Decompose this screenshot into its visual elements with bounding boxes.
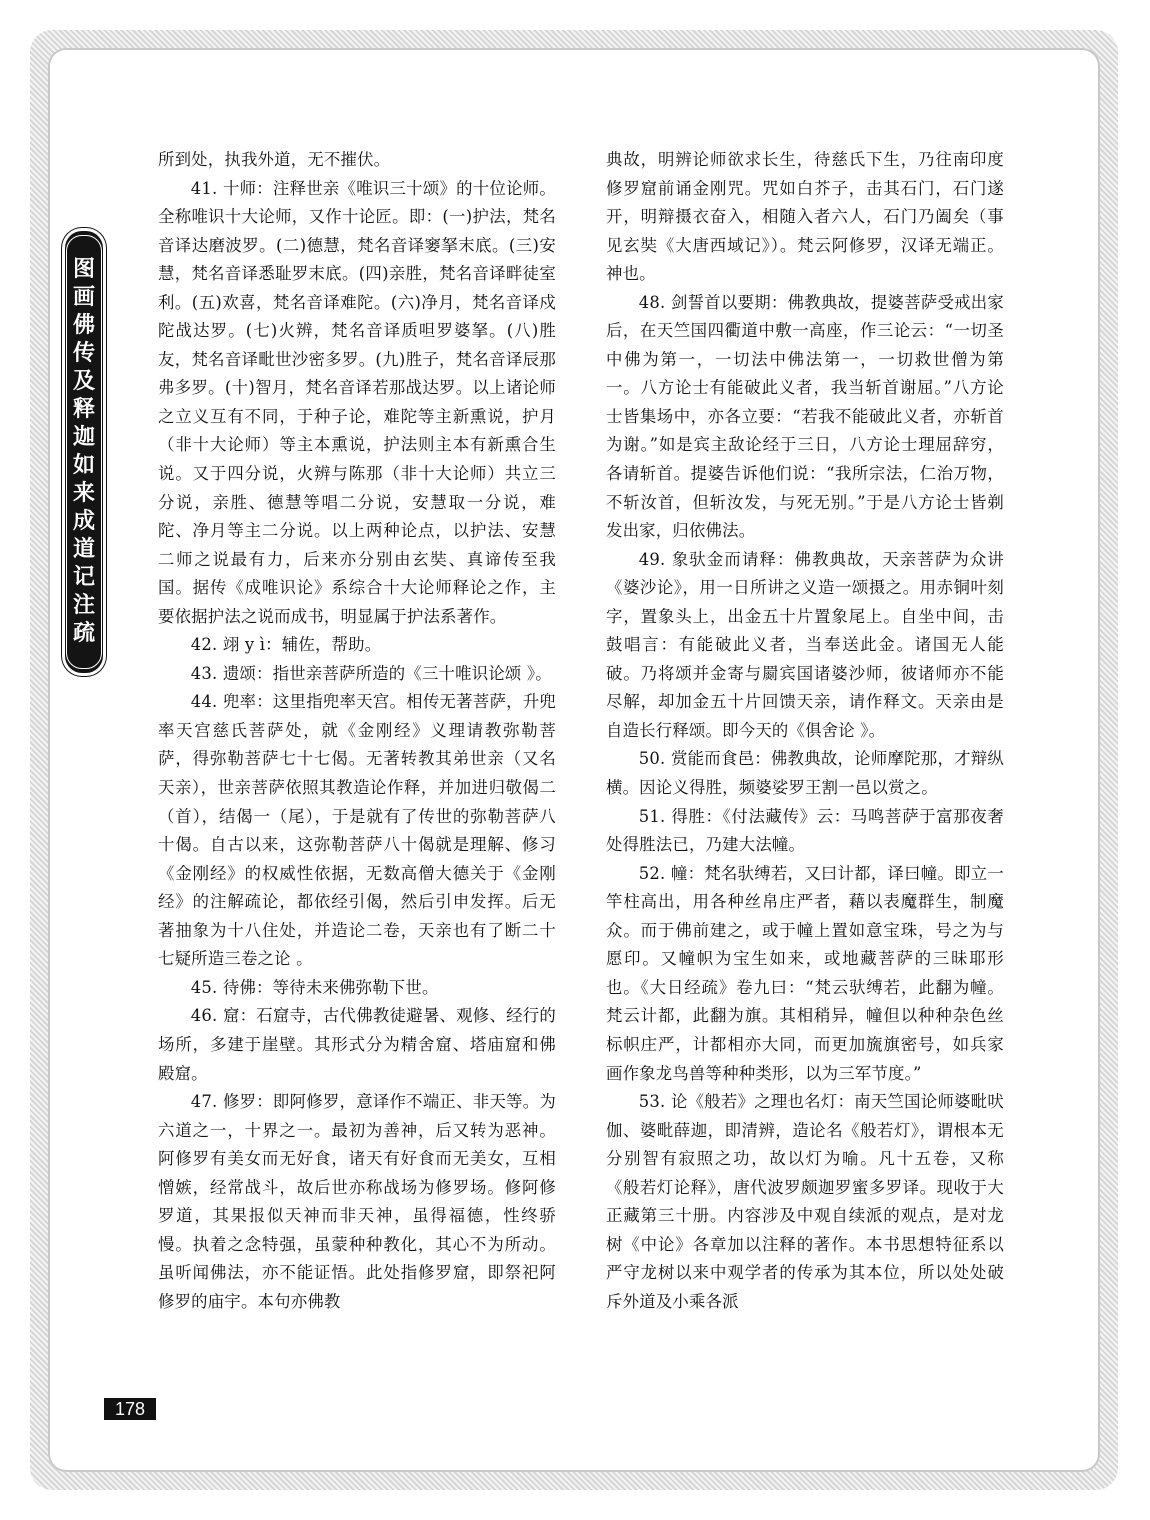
side-title-char: 佛 (72, 313, 95, 338)
side-title-char: 道 (72, 537, 95, 562)
side-title-char: 如 (72, 453, 95, 478)
side-title-char: 释 (72, 397, 95, 422)
paragraph: 48. 剑誓首以要期：佛教典故，提婆菩萨受戒出家后，在天竺国四衢道中敷一高座，作三论云：“一切圣中佛为第一，一切法中佛法第一，一切救世僧为第一。八方论士有能破此义者，我当斩首谢屈。”八方论士皆集场中，亦各立要：“若我不能破此义者，亦斩首为谢。”如是宾主敌论经于三日，八方论士理屈辞穷，各请斩首。提婆告诉他们说：“我所宗法，仁治万物，不斩汝首，但斩汝发，与死无别。”于是八方论士皆剃发出家，归依佛法。 (606, 292, 1004, 541)
paragraph: 49. 象驮金而请释：佛教典故，天亲菩萨为众讲《婆沙论》，用一日所讲之义造一颂摄之。用赤铜叶刻字，置象头上，出金五十片置象尾上。自坐中间，击鼓唱言：有能破此义者，当奉送此金。诸国无人能破。乃将颂并金寄与罽宾国诸婆沙师，彼诸师亦不能尽解，却加金五十片回馈天亲，请作释文。天亲由是自造长行释颂。即今天的《俱舍论 》。 (606, 549, 1004, 740)
paragraph: 50. 赏能而食邑：佛教典故，论师摩陀那，才辩纵横。因论义得胜，频婆娑罗王割一邑以赏之。 (606, 749, 1004, 798)
side-title-char: 注 (72, 593, 95, 618)
paragraph: 43. 遗颂：指世亲菩萨所造的《三十唯识论颂 》。 (190, 663, 552, 683)
side-title-char: 来 (72, 481, 95, 506)
paragraph: 典故，明辨论师欲求长生，待慈氏下生，乃往南印度修罗窟前诵金刚咒。咒如白芥子，击其石门，石门遂开，明辩摄衣奋入，相随入者六人，石门乃阖矣（事见玄奘《大唐西域记》）。梵云阿修罗，汉译无端正。神也。 (606, 150, 1004, 284)
side-title-char: 画 (72, 285, 95, 310)
paragraph: 45. 待佛：等待未来佛弥勒下世。 (190, 977, 439, 997)
side-title-char: 及 (72, 369, 95, 394)
paragraph: 41. 十师：注释世亲《唯识三十颂》的十位论师。全称唯识十大论师，又作十论匠。即：(一)护法，梵名音译达磨波罗。(二)德慧，梵名音译窭拏末底。(三)安慧，梵名音译悉耻罗末底。(四)亲胜，梵名音译畔徒室利。(五)欢喜，梵名音译难陀。(六)净月，梵名音译戍陀战达罗。(七)火辨，梵名音译质呾罗婆拏。(八)胜友，梵名音译毗世沙密多罗。(九)胜子，梵名音译辰那弗多罗。(十)智月，梵名音译若那战达罗。以上诸论师之立义互有不同，于种子论，难陀等主新熏说，护月（非十大论师）等主本熏说，护法则主本有新熏合生说。又于四分说，火辨与陈那（非十大论师）共立三分说，亲胜、德慧等唱二分说，安慧取一分说，难陀、净月等主二分说。以上两种论点，以护法、安慧二师之说最有力，后来亦分别由玄奘、真谛传至我国。据传《成唯识论》系综合十大论师释论之作，主要依据护法之说而成书，明显属于护法系著作。 (158, 178, 556, 626)
paragraph: 52. 幢：梵名驮缚若，又曰计都，译曰幢。即立一竿柱高出，用各种丝帛庄严者，藉以表魔群生，制魔众。而于佛前建之，或于幢上置如意宝珠，号之为与愿印。又幢帜为宝生如来，或地藏菩萨的三昧耶形也。《大日经疏》卷九曰：“梵云驮缚若，此翻为幢。梵云计都，此翻为旗。其相稍异，幢但以种种杂色丝标帜庄严，计都相亦大同，而更加旒旗密号，如兵家画作象龙鸟兽等种种类形，以为三军节度。” (606, 863, 1004, 1083)
paragraph: 42. 翊 y ì：辅佐，帮助。 (190, 635, 382, 655)
side-title-char: 疏 (72, 621, 95, 646)
paragraph: 46. 窟：石窟寺，古代佛教徒避暑、观修、经行的场所，多建于崖壁。其形式分为精舍窟、塔庙窟和佛殿窟。 (158, 1006, 556, 1083)
left-column (158, 146, 556, 1316)
paragraph: 47. 修罗：即阿修罗，意译作不端正、非天等。为六道之一，十界之一。最初为善神，后又转为恶神。阿修罗有美女而无好食，诸天有好食而无美女，互相憎嫉，经常战斗，故后世亦称战场为修罗场。修阿修罗道，其果报似天神而非天神，虽得福德，性终骄慢。执着之念特强，虽蒙种种教化，其心不为所动。虽听闻佛法，亦不能证悟。此处指修罗窟，即祭祀阿修罗的庙宇。本句亦佛教 (158, 1092, 556, 1311)
paragraph: 44. 兜率：这里指兜率天宫。相传无著菩萨，升兜率天宫慈氏菩萨处，就《金刚经》义理请教弥勒菩萨，得弥勒菩萨七十七偈。无著转教其弟世亲（又名天亲），世亲菩萨依照其教造论作释，并加进归敬偈二（首），结偈一（尾），于是就有了传世的弥勒菩萨八十偈。自古以来，这弥勒菩萨八十偈就是理解、修习《金刚经》的权威性依据，无数高僧大德关于《金刚经》的注解疏论，都依经引偈，然后引申发挥。后无著抽象为十八住处，并造论二卷，天亲也有了断二十七疑所造三卷之论 。 (158, 692, 556, 969)
right-column (606, 146, 1004, 1316)
paragraph: 所到处，执我外道，无不摧伏。 (158, 150, 391, 169)
paragraph: 51. 得胜：《付法藏传》云：马鸣菩萨于富那夜奢处得胜法已，乃建大法幢。 (606, 806, 1004, 855)
paragraph: 53. 论《般若》之理也名灯：南天竺国论师婆毗吠伽、婆毗薛迦，即清辨，造论名《般若灯》，谓根本无分别智有寂照之功，故以灯为喻。凡十五卷，又称《般若灯论释》，唐代波罗颇迦罗蜜多罗译。现收于大正藏第三十册。内容涉及中观自续派的观点，是对龙树《中论》各章加以注释的著作。本书思想特征系以严守龙树以来中观学者的传承为其本位，所以处处破斥外道及小乘各派 (606, 1092, 1004, 1311)
side-title-char: 传 (72, 341, 95, 366)
side-title-char: 迦 (72, 425, 95, 450)
side-title-tab (62, 228, 106, 676)
side-title (66, 235, 102, 669)
side-title-char: 图 (72, 257, 95, 282)
side-title-char: 记 (72, 565, 95, 590)
side-title-char: 成 (72, 509, 95, 534)
page-number: 178 (104, 1398, 156, 1420)
